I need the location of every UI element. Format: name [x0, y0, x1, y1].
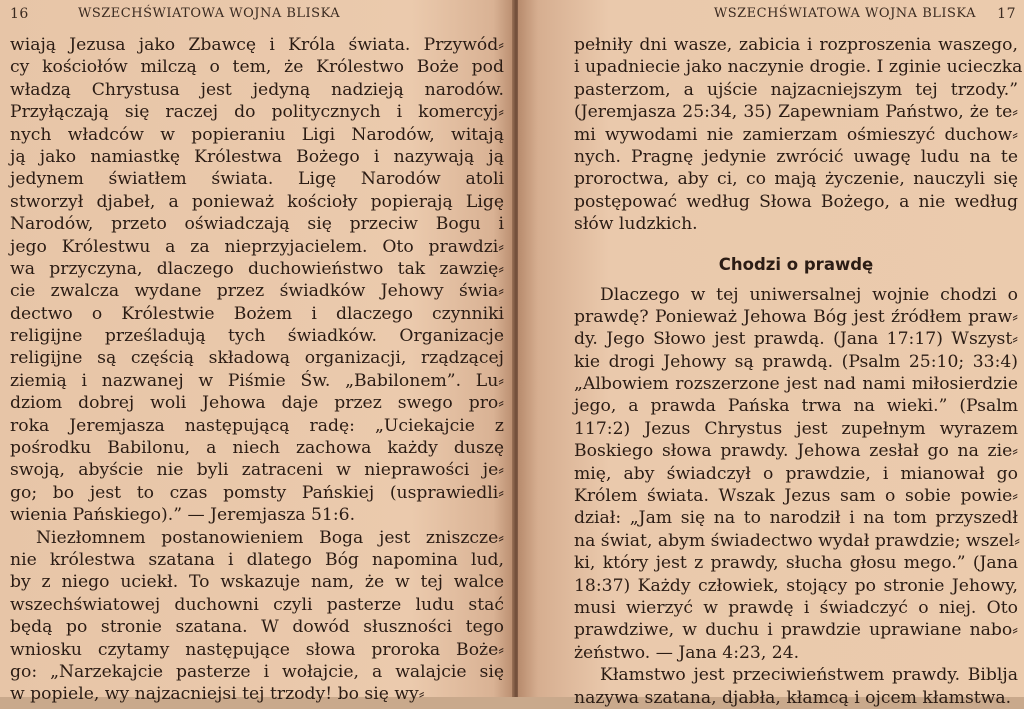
text-line: wiają Jezusa jako Zbawcę i Króla świata. Przywód⸗: [10, 35, 504, 55]
text-line: żeństwo. — Jana 4:23, 24.: [574, 642, 800, 663]
text-line: nych. Pragnę jedynie zwrócić uwagę ludu na te: [574, 146, 1018, 167]
text-line: kie drogi Jehowy są prawdą. (Psalm 25:10; 33:4): [574, 351, 1018, 372]
text-line: roka Jeremjasza następującą radę: „Uciekajcie z: [10, 415, 504, 436]
right-page: [518, 0, 1024, 708]
text-line: Dlaczego w tej uniwersalnej wojnie chodzi o: [600, 284, 1018, 305]
text-line: proroctwa, aby ci, co mają życzenie, nauczyli się: [574, 169, 1018, 190]
text-line: go; bo jest to czas pomsty Pańskiej (usprawiedli⸗: [10, 482, 504, 503]
right-page-body: [574, 34, 1023, 709]
text-line: w popiele, wy najzacniejsi tej trzody! bo się wy⸗: [10, 684, 425, 705]
text-line: cy kościołów milczą o tem, że Królestwo Boże pod: [10, 57, 504, 78]
text-line: pełniły dni wasze, zabicia i rozproszenia waszego,: [574, 35, 1018, 55]
text-line: ziemią i nazwanej w Piśmie Św. „Babilonem”. Lu⸗: [10, 370, 504, 391]
text-line: nie królestwa szatana i dlatego Bóg napomina lud,: [10, 549, 504, 570]
text-line: by z niego uciekł. To wskazuje nam, że w tej walce: [10, 572, 504, 593]
text-line: dy. Jego Słowo jest prawdą. (Jana 17:17) Wszyst⸗: [574, 329, 1018, 350]
text-line: cie zwalcza wydane przez świadków Jehowy świa⸗: [10, 281, 504, 302]
text-line: postępować według Słowa Bożego, a nie według: [574, 191, 1018, 212]
text-line: władzą Chrystusa jest jedyną nadzieją narodów.: [10, 79, 504, 100]
right-running-head: WSZECHŚWIATOWA WOJNA BLISKA: [713, 6, 976, 21]
text-line: stworzył djabeł, a ponieważ kościoły popierają Ligę: [10, 191, 504, 212]
right-page-number: 17: [997, 6, 1016, 22]
text-line: Boskiego słowa prawdy. Jehowa zesłał go na zie⸗: [574, 441, 1018, 462]
text-line: Niezłomnem postanowieniem Boga jest zniszcze⸗: [36, 527, 504, 548]
text-line: musi wierzyć w prawdę i świadczyć o niej. Oto: [574, 597, 1018, 618]
text-line: mi wywodami nie zamierzam ośmieszyć duchow⸗: [574, 124, 1018, 145]
text-line: Przyłączają się raczej do politycznych i komercyj⸗: [10, 102, 504, 123]
text-line: ki, który jest z prawdy, słucha głosu mego.” (Jana: [574, 553, 1018, 574]
text-line: (Jeremjasza 25:34, 35) Zapewniam Państwo, że te⸗: [574, 102, 1018, 123]
text-line: wa przyczyna, dlaczego duchowieństwo tak zawzię⸗: [10, 258, 504, 279]
text-line: pasterzom, a ujście najzacniejszym tej trzody.”: [574, 79, 1018, 100]
left-running-head: WSZECHŚWIATOWA WOJNA BLISKA: [78, 6, 341, 21]
text-line: prawdę? Ponieważ Jehowa Bóg jest źródłem praw⸗: [574, 306, 1018, 327]
text-line: religijne prześladują tych świadków. Organizacje: [10, 326, 504, 347]
right-page-header: [518, 6, 1024, 28]
text-line: pośrodku Babilonu, a niech zachowa każdy duszę: [10, 438, 504, 459]
right-section-paragraph: [574, 664, 1018, 709]
text-line: wienia Pańskiego).” — Jeremjasza 51:6.: [10, 505, 356, 526]
text-line: nazywa szatana, djabła, kłamcą i ojcem kłamstwa.: [574, 687, 1012, 708]
text-line: dziom dobrej woli Jehowa daje przez swego pro⸗: [10, 393, 504, 414]
left-page-number: 16: [10, 6, 29, 22]
text-line: i upadniecie jako naczynie drogie. I zginie ucieczka: [574, 57, 1023, 78]
text-line: Kłamstwo jest przeciwieństwem prawdy. Biblja: [600, 665, 1018, 686]
text-line: dectwo o Królestwie Bożem i dlaczego czynniki: [10, 303, 504, 324]
text-line: dział: „Jam się na to narodził i na tom przyszedł: [574, 508, 1018, 529]
text-line: prawdziwe, w duchu i prawdzie uprawiane nabo⸗: [574, 620, 1018, 641]
text-line: na świat, abym świadectwo wydał prawdzie; wszel⸗: [574, 530, 1020, 551]
text-line: wszechświatowej duchowni czyli pasterze ludu stać: [10, 594, 504, 615]
text-line: jego Królestwu a za nieprzyjacielem. Oto prawdzi⸗: [10, 236, 504, 257]
text-line: „Albowiem rozszerzone jest nad nami miłosierdzie: [574, 374, 1018, 395]
text-line: wniosku czytamy następujące słowa proroka Boże⸗: [10, 639, 504, 660]
left-paragraph: [10, 527, 504, 706]
text-line: nych władców w popieraniu Ligi Narodów, witają: [10, 124, 504, 145]
text-line: słów ludzkich.: [574, 214, 698, 235]
text-line: Królem świata. Wszak Jezus sam o sobie powie⸗: [574, 486, 1018, 507]
text-line: swoją, abyście nie byli zatraceni w nieprawości je⸗: [10, 460, 504, 481]
left-paragraph: [10, 34, 504, 527]
text-line: będą po stronie szatana. W dowód słuszności tego: [10, 617, 504, 638]
text-line: religijne są częścią składową organizacji, rządzącej: [10, 348, 504, 369]
text-line: ją jako namiastkę Królestwa Bożego i nazywają ją: [10, 146, 504, 167]
left-page-header: [0, 6, 514, 28]
right-section-paragraph: [574, 284, 1018, 665]
section-heading: Chodzi o prawdę: [718, 254, 874, 274]
right-paragraph: [574, 34, 1023, 236]
text-line: mię, aby świadczył o prawdzie, i mianował go: [574, 463, 1018, 484]
text-line: go: „Narzekajcie pasterze i wołajcie, a walajcie się: [10, 661, 504, 682]
text-line: Narodów, przeto oświadczają się przeciw Bogu i: [10, 214, 504, 235]
left-page: [0, 0, 514, 705]
text-line: jego, a prawda Pańska trwa na wieki.” (Psalm: [574, 396, 1018, 417]
text-line: 18:37) Każdy człowiek, stojący po stronie Jehowy,: [574, 575, 1018, 596]
text-line: jedynem światłem świata. Ligę Narodów atoli: [10, 169, 504, 190]
left-page-body: [10, 34, 504, 706]
text-line: 117:2) Jezus Chrystus jest zupełnym wyrazem: [574, 418, 1018, 439]
